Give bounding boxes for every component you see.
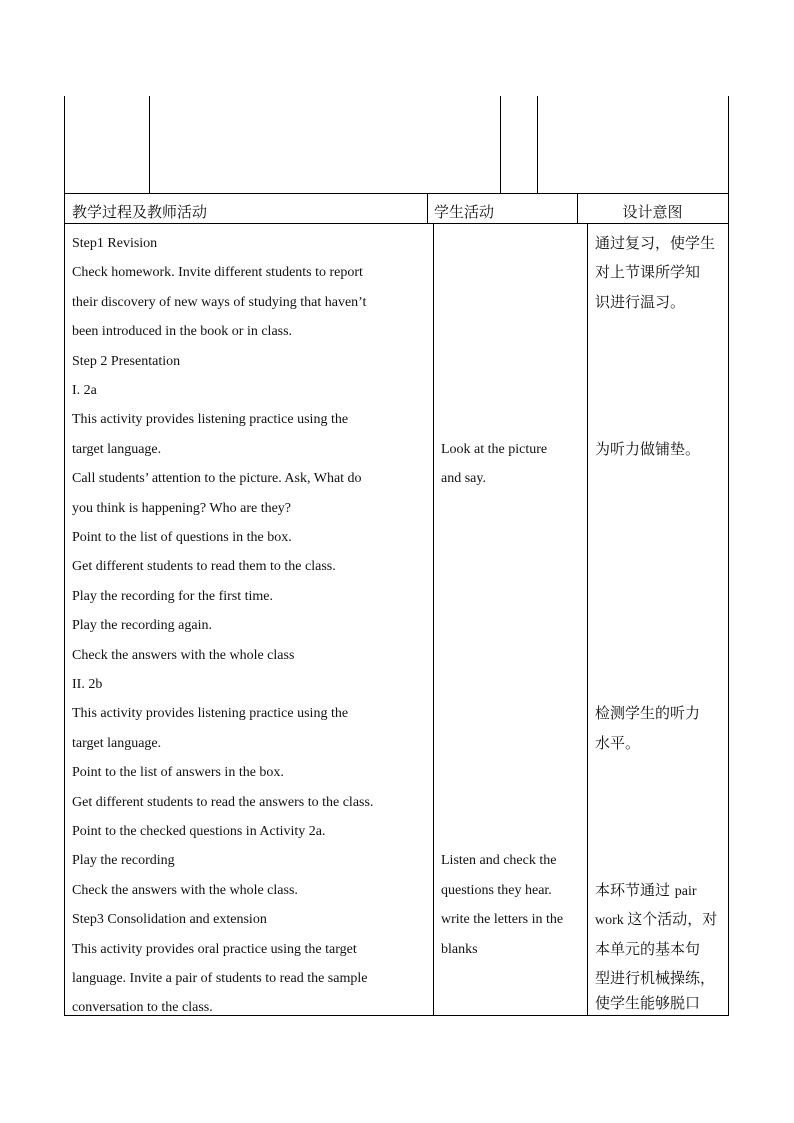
teacher-line: target language. xyxy=(72,441,162,457)
intent-line: 型进行机械操练， xyxy=(595,969,716,987)
intent-line xyxy=(595,876,697,906)
intent-text-en: pair xyxy=(674,883,697,899)
intent-line: 本单元的基本句 xyxy=(595,939,701,958)
teacher-line: been introduced in the book or in class. xyxy=(72,324,293,340)
top-table-divider-2 xyxy=(500,96,501,194)
intent-text-en: work xyxy=(595,913,628,929)
table-left-border xyxy=(64,193,65,1016)
student-line: Look at the picture xyxy=(441,441,548,457)
teacher-line: Play the recording again. xyxy=(72,618,212,634)
top-table-divider-3 xyxy=(537,96,538,194)
header-student-activity: 学生活动 xyxy=(434,203,495,221)
table-right-border xyxy=(728,193,729,1016)
teacher-line: Step1 Revision xyxy=(72,236,158,251)
teacher-line: Check homework. Invite different students to report xyxy=(72,265,363,281)
teacher-line: Point to the checked questions in Activity 2a. xyxy=(72,824,326,839)
student-line: questions they hear. xyxy=(441,882,552,898)
top-table-divider-1 xyxy=(149,96,150,194)
intent-line: 水平。 xyxy=(595,733,641,752)
teacher-line: Get different students to read the answers to the class. xyxy=(72,794,374,810)
header-bottom-border xyxy=(64,223,729,224)
intent-line: 通过复习，使学生 xyxy=(595,234,716,252)
intent-line: 对上节课所学知 xyxy=(595,263,701,282)
teacher-line: you think is happening? Who are they? xyxy=(72,500,292,516)
body-divider-1 xyxy=(433,223,434,1016)
intent-text: 这个活动，对 xyxy=(627,910,718,929)
header-top-border xyxy=(64,193,729,194)
student-line: Listen and check the xyxy=(441,853,557,869)
student-line: blanks xyxy=(441,941,478,957)
intent-line: 为听力做铺垫。 xyxy=(595,439,701,458)
teacher-line: This activity provides listening practice using the xyxy=(72,412,349,428)
teacher-line: Step3 Consolidation and extension xyxy=(72,912,267,928)
intent-line: 使学生能够脱口 xyxy=(595,994,701,1013)
intent-text: 本环节通过 xyxy=(595,880,675,899)
teacher-line: This activity provides oral practice using the target xyxy=(72,941,357,957)
intent-line xyxy=(595,905,717,935)
teacher-line: language. Invite a pair of students to read the sample xyxy=(72,971,368,986)
teacher-line: their discovery of new ways of studying that haven’t xyxy=(72,294,367,310)
student-line: and say. xyxy=(441,471,486,487)
header-divider-1 xyxy=(427,193,428,224)
top-table-left-border xyxy=(64,96,65,194)
intent-line: 识进行温习。 xyxy=(595,292,686,311)
teacher-line: Step 2 Presentation xyxy=(72,353,181,369)
teacher-line: Play the recording xyxy=(72,853,175,869)
teacher-line: Check the answers with the whole class. xyxy=(72,882,298,898)
teacher-line: Check the answers with the whole class xyxy=(72,647,295,663)
teacher-line: Point to the list of answers in the box. xyxy=(72,765,284,781)
body-divider-2 xyxy=(587,223,588,1016)
teacher-line: Get different students to read them to the class. xyxy=(72,559,336,575)
teacher-line: conversation to the class. xyxy=(72,1000,213,1016)
teacher-line: Point to the list of questions in the box. xyxy=(72,530,292,545)
teacher-line: Play the recording for the first time. xyxy=(72,588,273,604)
teacher-line: This activity provides listening practice using the xyxy=(72,706,349,722)
top-table-right-border xyxy=(728,96,729,194)
student-line: write the letters in the xyxy=(441,912,564,928)
teacher-line: target language. xyxy=(72,735,162,751)
teacher-line: Call students’ attention to the picture. Ask, What do xyxy=(72,471,362,487)
intent-line: 检测学生的听力 xyxy=(595,704,701,723)
header-design-intent: 设计意图 xyxy=(622,203,683,221)
teacher-line: II. 2b xyxy=(72,677,103,692)
teacher-line: I. 2a xyxy=(72,383,97,398)
header-teacher-activity: 教学过程及教师活动 xyxy=(72,203,208,221)
